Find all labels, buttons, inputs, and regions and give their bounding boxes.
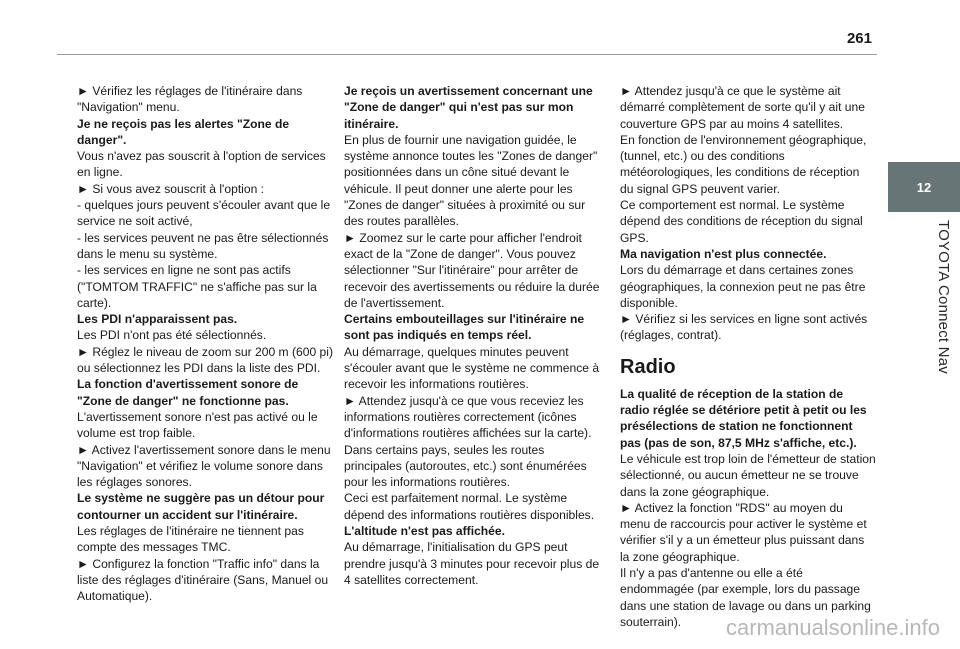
paragraph: Dans certains pays, seules les routes principales (autoroutes, etc.) sont énumérées pour les informations routières. <box>344 442 587 490</box>
paragraph: ► Configurez la fonction "Traffic info" dans la liste des réglages d'itinéraire (Sans, Manuel ou Automatique). <box>77 556 329 604</box>
question-heading: La qualité de réception de la station de radio réglée se détériore petit à petit ou les présélections de station ne fonctionnent pas (pas de son, 87,5 MHz s'affiche, etc.). <box>620 386 867 450</box>
watermark: carmanualsonline.info <box>725 615 940 640</box>
paragraph: - les services en ligne ne sont pas actifs ("TOMTOM TRAFFIC" ne s'affiche pas sur la carte). <box>77 263 317 310</box>
paragraph: En plus de fournir une navigation guidée, le système annonce toutes les "Zones de danger" positionnées dans un cône situé devant le véhicule. Il peut donner une alerte pour les "Zones de danger" situées à proximité ou sur des routes parallèles. <box>344 132 598 229</box>
paragraph: Le véhicule est trop loin de l'émetteur de station sélectionné, ou aucun émetteur ne se trouve dans la zone géographique. <box>620 451 876 499</box>
paragraph: ► Vérifiez si les services en ligne sont activés (réglages, contrat). <box>620 312 868 343</box>
text-column-1 <box>77 83 333 605</box>
question-heading: La fonction d'avertissement sonore de "Zone de danger" ne fonctionne pas. <box>77 377 299 408</box>
chapter-number: 12 <box>916 179 932 195</box>
section-heading: Radio <box>620 355 676 378</box>
paragraph: Il n'y a pas d'antenne ou elle a été endommagée (par exemple, lors du passage dans une station de lavage ou dans un parking souterrain). <box>620 566 871 629</box>
paragraph: ► Attendez jusqu'à ce que le système ait démarré complètement de sorte qu'il y ait une couverture GPS par au moins 4 satellites. <box>620 84 865 131</box>
chapter-tab <box>888 162 960 212</box>
paragraph: Ce comportement est normal. Le système dépend des conditions de réception du signal GPS. <box>620 198 863 245</box>
paragraph: - les services peuvent ne pas être sélectionnés dans le menu su système. <box>77 230 329 261</box>
page-number: 261 <box>846 30 872 47</box>
question-heading: Je reçois un avertissement concernant une "Zone de danger" qui n'est pas sur mon itinéraire. <box>344 84 593 131</box>
question-heading: Ma navigation n'est plus connectée. <box>620 246 827 261</box>
paragraph: Lors du démarrage et dans certaines zones géographiques, la connexion peut ne pas être disponible. <box>620 263 866 310</box>
paragraph: Vous n'avez pas souscrit à l'option de services en ligne. <box>77 149 326 180</box>
paragraph: ► Activez l'avertissement sonore dans le menu "Navigation" et vérifiez le volume sonore dans les réglages sonores. <box>77 442 331 490</box>
question-heading: Certains embouteillages sur l'itinéraire ne sont pas indiqués en temps réel. <box>344 312 585 343</box>
paragraph: Les PDI n'ont pas été sélectionnés. <box>77 328 267 343</box>
question-heading: Le système ne suggère pas un détour pour contourner un accident sur l'itinéraire. <box>77 491 325 522</box>
paragraph: - quelques jours peuvent s'écouler avant que le service ne soit activé, <box>77 198 331 229</box>
paragraph: Au démarrage, l'initialisation du GPS peut prendre jusqu'à 3 minutes pour recevoir plus de 4 satellites correctement. <box>344 540 600 587</box>
chapter-title: TOYOTA Connect Nav <box>935 220 952 374</box>
paragraph: ► Vérifiez les réglages de l'itinéraire dans "Navigation" menu. <box>77 84 303 115</box>
question-heading: Je ne reçois pas les alertes "Zone de danger". <box>77 116 290 147</box>
paragraph: Les réglages de l'itinéraire ne tiennent pas compte des messages TMC. <box>77 524 304 555</box>
header-divider <box>57 54 877 55</box>
paragraph: Ceci est parfaitement normal. Le système dépend des informations routières disponibles. <box>344 491 595 522</box>
question-heading: L'altitude n'est pas affichée. <box>344 524 505 539</box>
paragraph: L'avertissement sonore n'est pas activé ou le volume est trop faible. <box>77 409 318 441</box>
paragraph: En fonction de l'environnement géographique, (tunnel, etc.) ou des conditions météorologiques, les conditions de réception du signal GPS peuvent varier. <box>620 132 867 196</box>
paragraph: ► Attendez jusqu'à ce que vous receviez les informations routières correctement (icônes d'informations routières affichées sur la carte). <box>344 393 592 441</box>
text-column-3 <box>620 83 876 630</box>
paragraph: ► Activez la fonction "RDS" au moyen du menu de raccourcis pour activer le système et vérifier s'il y a un émetteur plus puissant dans la zone géographique. <box>620 500 867 564</box>
text-column-2 <box>344 83 600 588</box>
paragraph: ► Si vous avez souscrit à l'option : <box>77 181 265 196</box>
paragraph: ► Zoomez sur le carte pour afficher l'endroit exact de la "Zone de danger". Vous pouvez sélectionner "Sur l'itinéraire" pour arrêter de recevoir des avertissements ou réduire la durée de l'avertissement. <box>344 230 600 310</box>
paragraph: Au démarrage, quelques minutes peuvent s'écouler avant que le système ne commence à recevoir les informations routières. <box>344 344 600 392</box>
question-heading: Les PDI n'apparaissent pas. <box>77 312 238 327</box>
paragraph: ► Réglez le niveau de zoom sur 200 m (600 pi) ou sélectionnez les PDI dans la liste des PDI. <box>77 344 333 376</box>
